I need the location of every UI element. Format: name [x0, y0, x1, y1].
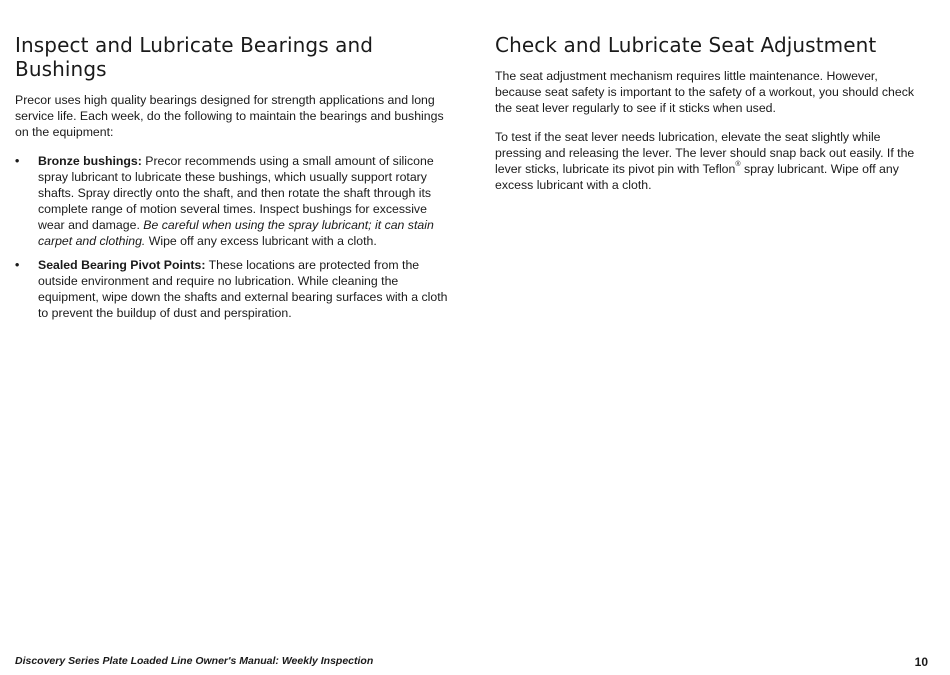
- list-item-bronze-bushings: [15, 153, 455, 249]
- bullet-icon: •: [15, 154, 20, 168]
- bearings-list: [15, 153, 455, 321]
- right-column: [495, 33, 925, 206]
- bronze-bushings-term: Bronze bushings:: [38, 154, 142, 168]
- sealed-bearings-text: These locations are protected from the outside environment and require no lubrication. While cleaning the equipment, wipe down the shafts and external bearing surfaces with a cloth to prevent the buildup of dust and perspiration.: [38, 258, 448, 320]
- page-footer: [15, 655, 928, 669]
- bronze-bushings-tail: Wipe off any excess lubricant with a cloth.: [145, 234, 377, 248]
- section-title-bearings: Inspect and Lubricate Bearings and Bushings: [15, 33, 374, 81]
- sealed-bearings-term: Sealed Bearing Pivot Points:: [38, 258, 206, 272]
- page-number: 10: [914, 655, 928, 669]
- bullet-icon: •: [15, 258, 20, 272]
- footer-title: Discovery Series Plate Loaded Line Owner's Manual: Weekly Inspection: [15, 655, 374, 667]
- seat-adjustment-para-1: The seat adjustment mechanism requires little maintenance. However, because seat safety is important to the safety of a workout, you should check the seat lever regularly to see if it sticks when used.: [495, 69, 915, 115]
- seat-para-2-start: To test if the seat lever needs lubrication, elevate the seat slightly while pressing and releasing the lever. The lever should snap back out easily. If the lever sticks, lubricate its pivot pin with Teflon: [495, 130, 915, 176]
- list-item-sealed-bearings: [15, 257, 455, 321]
- bronze-bushings-text: Precor recommends using a small amount of silicone spray lubricant to lubricate these bushings, which usually support rotary shafts. Spray directly onto the shaft, and then rotate the shaft through its complete range of motion several times. Inspect bushings for excessive wear and damage.: [38, 154, 434, 232]
- seat-para-2-end: spray lubricant. Wipe off any excess lubricant with a cloth.: [495, 162, 899, 192]
- section-title-seat-adjustment: Check and Lubricate Seat Adjustment: [495, 33, 877, 57]
- seat-adjustment-para-2: [495, 129, 925, 193]
- bearings-intro: Precor uses high quality bearings designed for strength applications and long service life. Each week, do the following to maintain the bearings and bushings on the equipment:: [15, 93, 444, 139]
- left-column: [15, 33, 455, 329]
- registered-mark: ®: [735, 161, 741, 168]
- bronze-bushings-caution: Be careful when using the spray lubricant; it can stain carpet and clothing.: [38, 218, 434, 248]
